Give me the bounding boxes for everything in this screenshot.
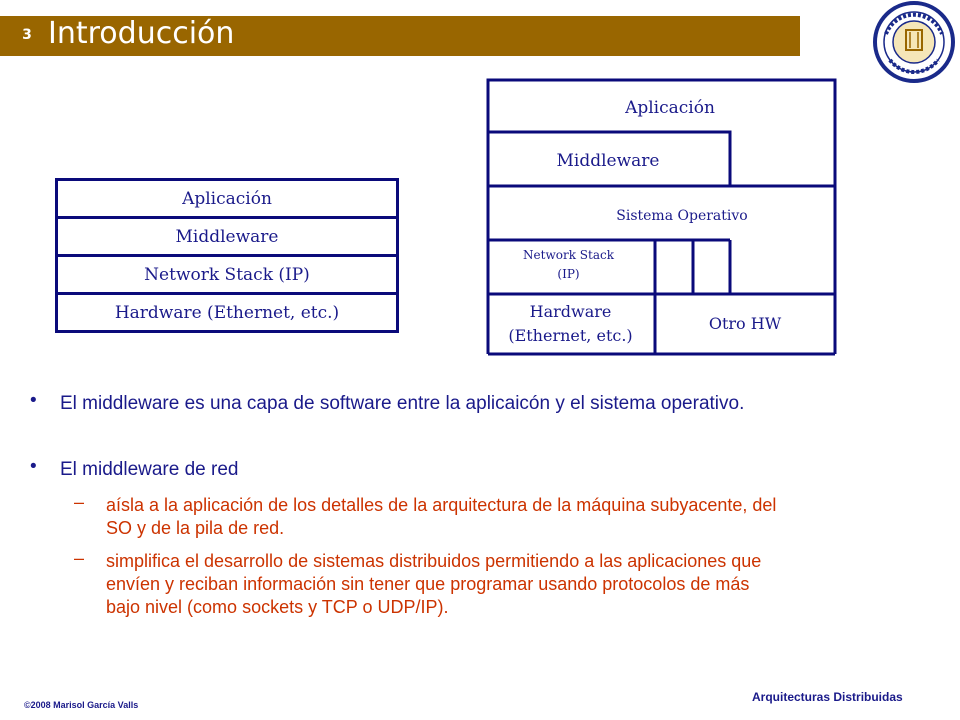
sub-bullet-1-line-2: SO y de la pila de red. bbox=[106, 518, 285, 538]
sub-bullet-1-line-1: aísla a la aplicación de los detalles de la arquitectura de la máquina subyacente, del bbox=[106, 495, 777, 515]
right-network-stack-label-2: (IP) bbox=[557, 267, 580, 281]
sub-bullet-dash-1: – bbox=[74, 492, 85, 512]
right-hardware-label-1: Hardware bbox=[529, 302, 612, 321]
left-layer-hardware bbox=[55, 292, 399, 333]
sub-bullet-2-line-1: simplifica el desarrollo de sistemas distribuidos permitiendo a las aplicaciones que bbox=[106, 551, 762, 571]
left-layer-network-stack-label: Network Stack (IP) bbox=[144, 264, 310, 285]
slide-title: Introducción bbox=[48, 16, 235, 51]
left-layer-middleware bbox=[55, 216, 399, 257]
footer-course-title: Arquitecturas Distribuidas bbox=[752, 690, 903, 704]
footer-copyright: ©2008 Marisol García Valls bbox=[24, 700, 139, 710]
right-hardware-label-2: (Ethernet, etc.) bbox=[508, 326, 633, 345]
right-sistema-operativo-label: Sistema Operativo bbox=[616, 208, 748, 224]
right-aplicacion-label: Aplicación bbox=[625, 98, 715, 118]
left-layer-aplicacion-label: Aplicación bbox=[182, 188, 272, 209]
slide-number: 3 bbox=[22, 27, 32, 43]
left-layer-aplicacion bbox=[55, 178, 399, 219]
left-layer-network-stack bbox=[55, 254, 399, 295]
sub-bullet-2-line-2: envíen y reciban información sin tener que programar usando protocolos de más bbox=[106, 574, 750, 594]
bullet-dot-2: • bbox=[30, 456, 37, 477]
sub-bullet-dash-2: – bbox=[74, 548, 85, 568]
left-layer-hardware-label: Hardware (Ethernet, etc.) bbox=[114, 302, 340, 323]
university-seal-logo bbox=[872, 0, 956, 84]
right-otro-hw-label: Otro HW bbox=[708, 314, 782, 333]
bullet-1: El middleware es una capa de software entre la aplicaicón y el sistema operativo. bbox=[60, 393, 745, 414]
right-network-stack-label-1: Network Stack bbox=[523, 248, 614, 262]
sub-bullet-2-line-3: bajo nivel (como sockets y TCP o UDP/IP). bbox=[106, 597, 449, 617]
right-middleware-label: Middleware bbox=[556, 151, 660, 171]
bullet-dot-1: • bbox=[30, 390, 37, 411]
bullet-2: El middleware de red bbox=[60, 459, 239, 480]
left-layer-middleware-label: Middleware bbox=[175, 226, 279, 247]
